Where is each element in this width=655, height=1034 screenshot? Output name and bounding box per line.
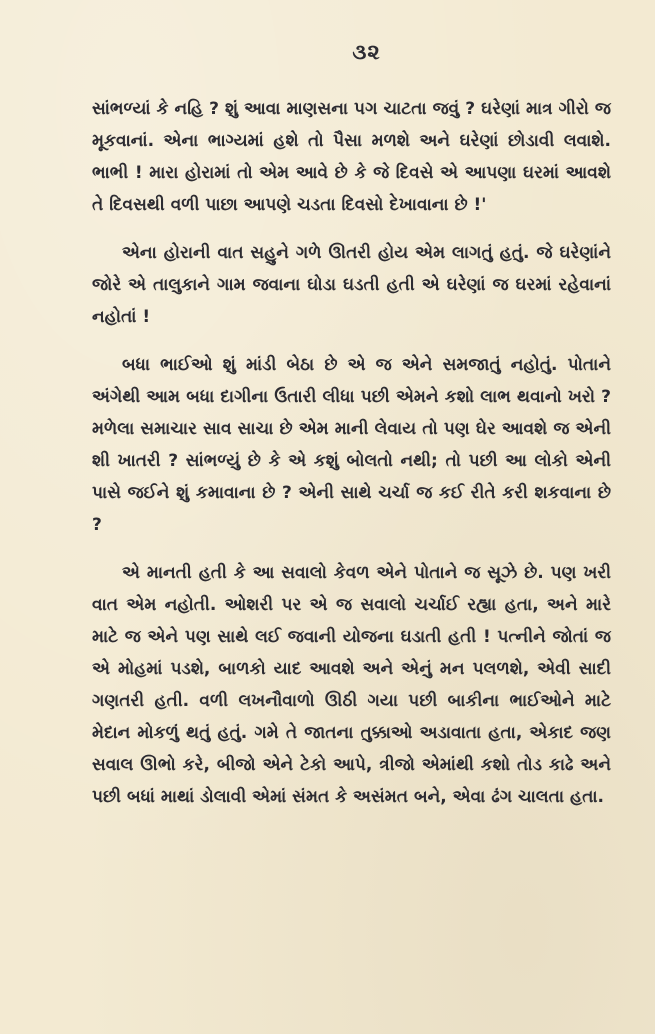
paragraph-2: એના હોરાની વાત સહુને ગળે ઊતરી હોય એમ લાગતું હતું. જે ઘરેણાંને જોરે એ તાલુકાને ગામ જવાના ઘોડા ઘડતી હતી એ ઘરેણાં જ ઘરમાં રહેવાનાં નહોતાં ! xyxy=(92,243,611,327)
paragraph-3: બધા ભાઈઓ શું માંડી બેઠા છે એ જ એને સમજાતું નહોતું. પોતાને અંગેથી આમ બધા દાગીના ઉતારી લીધા પછી એમને કશો લાભ થવાનો ખરો ? મળેલા સમાચાર સાવ સાચા છે એમ માની લેવાય તો પણ ઘેર આવશે જ એની શી ખાતરી ? સાંભળ્યું છે કે એ કશું બોલતો નથી; તો પછી આ લોકો એની પાસે જઈને શું કમાવાના છે ? એની સાથે ચર્ચા જ કઈ રીતે કરી શકવાના છે ? xyxy=(92,355,611,535)
paragraph-1: સાંભળ્યાં કે નહિ ? શું આવા માણસના પગ ચાટતા જવું ? ઘરેણાં માત્ર ગીરો જ મૂકવાનાં. એના ભાગ્યમાં હશે તો પૈસા મળશે અને ઘરેણાં છોડાવી લવાશે. ભાભી ! મારા હોરામાં તો એમ આવે છે કે જે દિવસે એ આપણા ઘરમાં આવશે તે દિવસથી વળી પાછા આપણે ચડતા દિવસો દેખાવાના છે !' xyxy=(92,99,611,215)
paragraph-4: એ માનતી હતી કે આ સવાલો કેવળ એને પોતાને જ સૂઝે છે. પણ ખરી વાત એમ નહોતી. ઓશરી પર એ જ સવાલો ચર્ચાઈ રહ્યા હતા, અને મારે માટે જ એને પણ સાથે લઈ જવાની યોજના ઘડાતી હતી ! પત્નીને જોતાં જ એ મોહમાં પડશે, બાળકો યાદ આવશે અને એનું મન પલળશે, એવી સાદી ગણતરી હતી. વળી લખનૌવાળો ઊઠી ગયા પછી બાકીના ભાઈઓને માટે મેદાન મોકળું થતું હતું. ગમે તે જાતના તુક્કાઓ અડાવાતા હતા, એકાદ જણ સવાલ ઊભો કરે, બીજો એને ટેકો આપે, ત્રીજો એમાંથી કશો તોડ કાઢે અને પછી બધાં માથાં ડોલાવી એમાં સંમત કે અસંમત બને, એવા ઢંગ ચાલતા હતા. xyxy=(92,563,611,807)
page-number: ૩૨ xyxy=(352,40,381,64)
